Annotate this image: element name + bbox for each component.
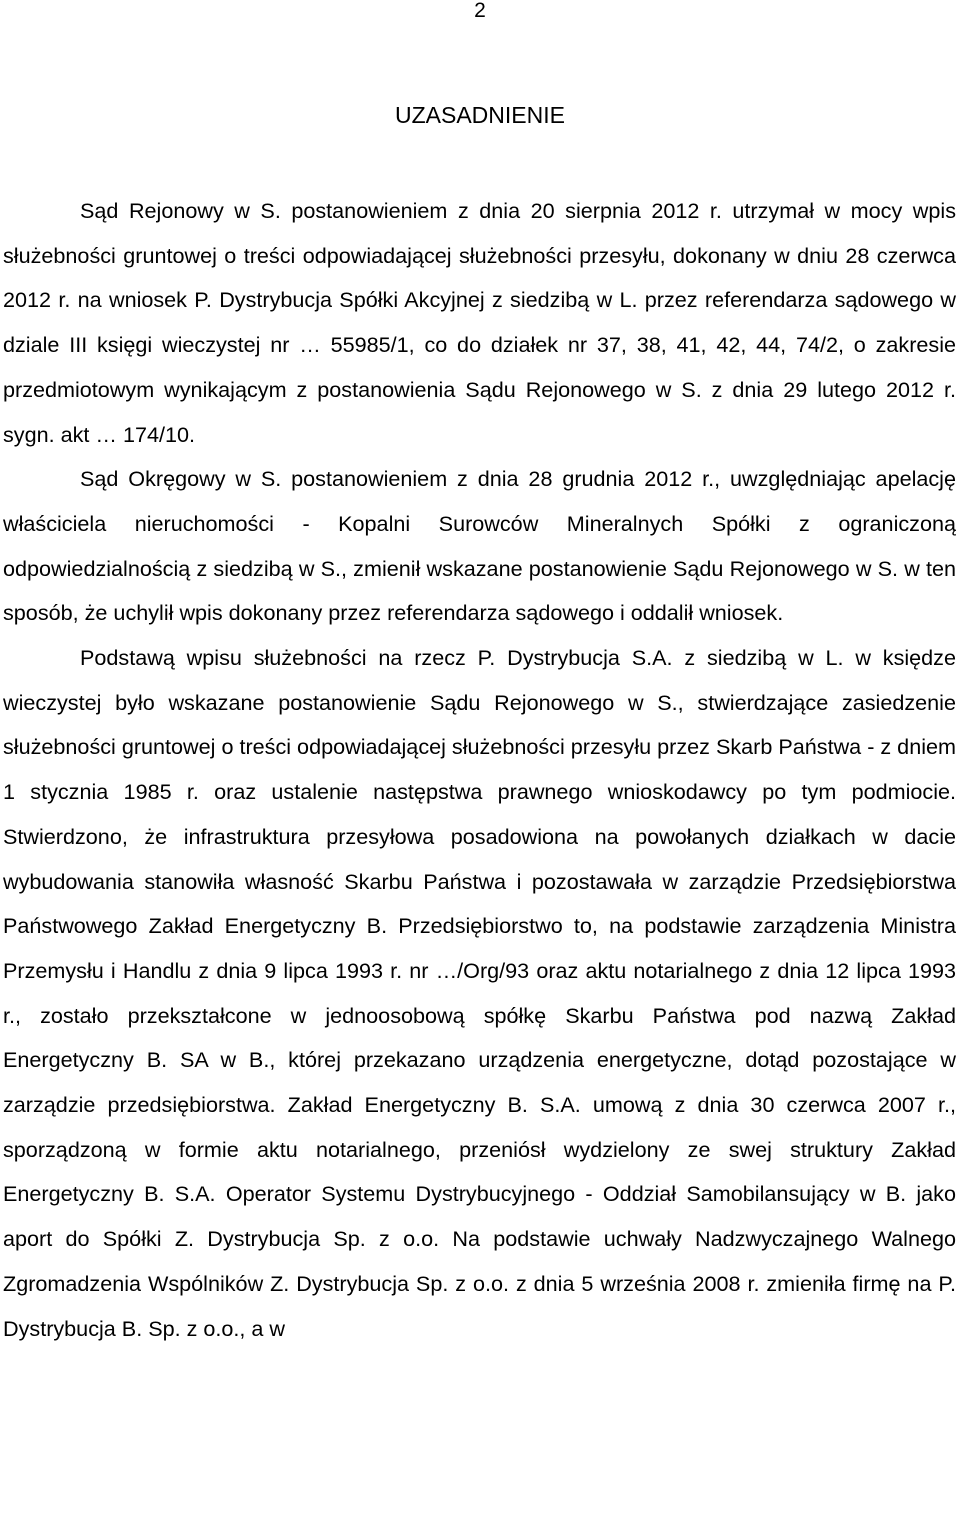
paragraph-2: Sąd Okręgowy w S. postanowieniem z dnia 28 grudnia 2012 r., uwzględniając apelację właściciela nieruchomości - Kopalni Surowców Mineralnych Spółki z ograniczoną odpowiedzialnością z siedzibą w S., zmienił wskazane postanowienie Sądu Rejonowego w S. w ten sposób, że uchylił wpis dokonany przez referendarza sądowego i oddalił wniosek. (3, 466, 956, 626)
page-number: 2 (474, 0, 486, 22)
paragraph-3: Podstawą wpisu służebności na rzecz P. Dystrybucja S.A. z siedzibą w L. w księdze wieczystej było wskazane postanowienie Sądu Rejonowego w S., stwierdzające zasiedzenie służebności gruntowej o treści odpowiadającej służebności przesyłu przez Skarb Państwa - z dniem 1 stycznia 1985 r. oraz ustalenie następstwa prawnego wnioskodawcy po tym podmiocie. Stwierdzono, że infrastruktura przesyłowa posadowiona na powołanych działkach w dacie wybudowania stanowiła własność Skarbu Państwa i pozostawała w zarządzie Przedsiębiorstwa Państwowego Zakład Energetyczny B. Przedsiębiorstwo to, na podstawie zarządzenia Ministra Przemysłu i Handlu z dnia 9 lipca 1993 r. nr …/Org/93 oraz aktu notarialnego z dnia 12 lipca 1993 r., zostało przekształcone w jednoosobową spółkę Skarbu Państwa pod nazwą Zakład Energetyczny B. SA w B., której przekazano urządzenia energetyczne, dotąd pozostające w zarządzie przedsiębiorstwa. Zakład Energetyczny B. S.A. umową z dnia 30 czerwca 2007 r., sporządzoną w formie aktu notarialnego, przeniósł wydzielony ze swej struktury Zakład Energetyczny B. S.A. Operator Systemu Dystrybucyjnego - Oddział Samobilansujący w B. jako aport do Spółki Z. Dystrybucja Sp. z o.o. Na podstawie uchwały Nadzwyczajnego Walnego Zgromadzenia Wspólników Z. Dystrybucja Sp. z o.o. z dnia 5 września 2008 r. zmieniła firmę na P. Dystrybucja B. Sp. z o.o., a w (3, 645, 956, 1341)
document-body (3, 189, 956, 1351)
paragraph-1: Sąd Rejonowy w S. postanowieniem z dnia 20 sierpnia 2012 r. utrzymał w mocy wpis służebności gruntowej o treści odpowiadającej służebności przesyłu, dokonany w dniu 28 czerwca 2012 r. na wniosek P. Dystrybucja Spółki Akcyjnej z siedzibą w L. przez referendarza sądowego w dziale III księgi wieczystej nr … 55985/1, co do działek nr 37, 38, 41, 42, 44, 74/2, o zakresie przedmiotowym wynikającym z postanowienia Sądu Rejonowego w S. z dnia 29 lutego 2012 r. sygn. akt … 174/10. (3, 198, 956, 447)
document-title: UZASADNIENIE (395, 102, 565, 128)
